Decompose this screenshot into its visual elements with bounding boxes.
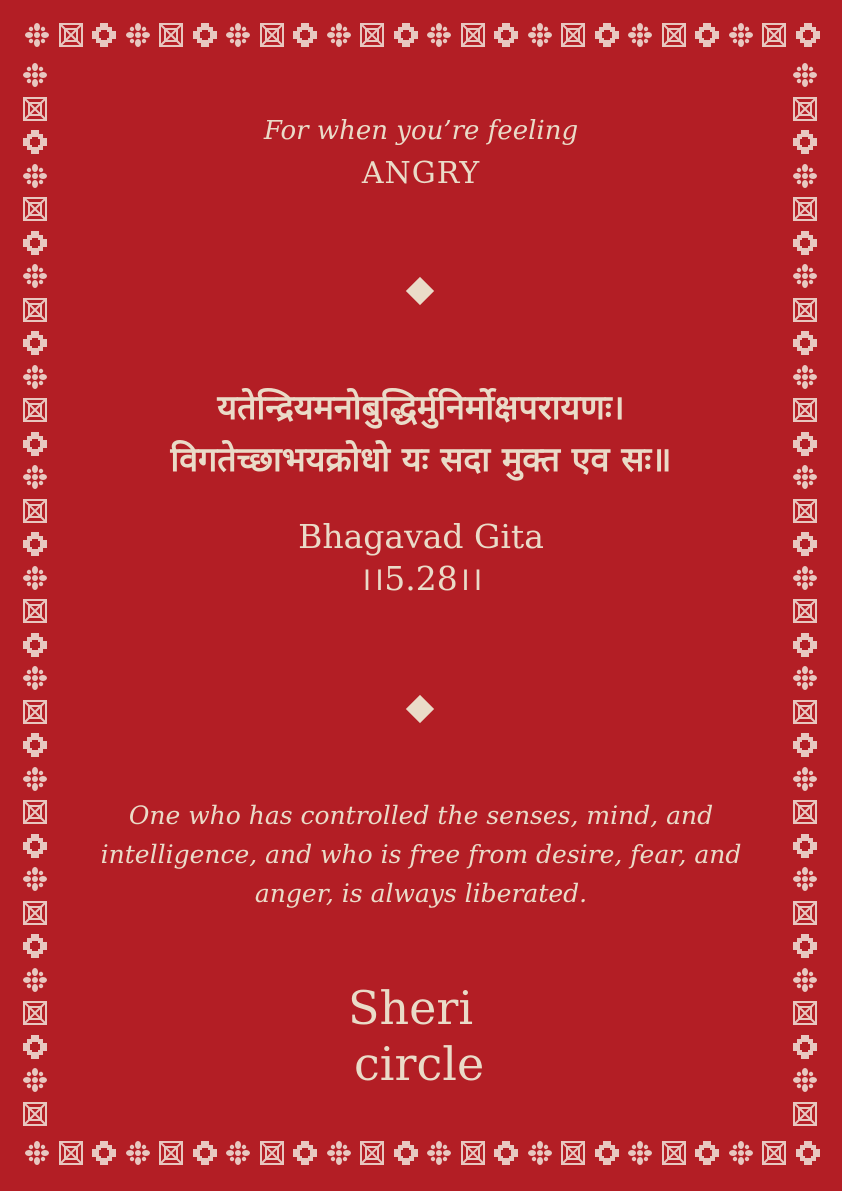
lattice-icon [158, 1140, 184, 1166]
lattice-icon [560, 22, 586, 48]
lattice-icon [792, 900, 818, 926]
flower-icon [22, 866, 48, 892]
lattice-icon [792, 598, 818, 624]
stepped-ring-icon [694, 1140, 720, 1166]
lattice-icon [158, 22, 184, 48]
flower-icon [728, 1140, 754, 1166]
stepped-ring-icon [393, 1140, 419, 1166]
flower-icon [22, 1067, 48, 1093]
flower-icon [125, 22, 151, 48]
stepped-ring-icon [594, 22, 620, 48]
flower-icon [792, 565, 818, 591]
sheri-circle-logo [330, 980, 510, 1090]
border-left [22, 0, 62, 1191]
lattice-icon [661, 1140, 687, 1166]
border-top [0, 22, 842, 62]
flower-icon [527, 22, 553, 48]
stepped-ring-icon [792, 129, 818, 155]
flower-icon [225, 1140, 251, 1166]
lattice-icon [359, 22, 385, 48]
diamond-divider-icon [406, 277, 434, 305]
translation-text: One who has controlled the senses, mind, and intelligence, and who is free from desire, fear, and anger, is always liberated. [100, 801, 742, 908]
stepped-ring-icon [22, 933, 48, 959]
lattice-icon [22, 96, 48, 122]
lattice-icon [259, 1140, 285, 1166]
stepped-ring-icon [393, 22, 419, 48]
stepped-ring-icon [792, 933, 818, 959]
stepped-ring-icon [192, 1140, 218, 1166]
stepped-ring-icon [493, 1140, 519, 1166]
flower-icon [627, 22, 653, 48]
emotion-label: ANGRY [361, 156, 481, 191]
lattice-icon [22, 900, 48, 926]
flower-icon [22, 464, 48, 490]
lattice-icon [661, 22, 687, 48]
stepped-ring-icon [22, 330, 48, 356]
flower-icon [426, 1140, 452, 1166]
flower-icon [22, 263, 48, 289]
flower-icon [22, 364, 48, 390]
lattice-icon [792, 397, 818, 423]
stepped-ring-icon [792, 632, 818, 658]
lattice-icon [22, 799, 48, 825]
stepped-ring-icon [792, 531, 818, 557]
flower-icon [792, 766, 818, 792]
flower-icon [792, 62, 818, 88]
stepped-ring-icon [22, 230, 48, 256]
stepped-ring-icon [292, 22, 318, 48]
lattice-icon [792, 799, 818, 825]
source-title: Bhagavad Gita [298, 517, 544, 556]
stepped-ring-icon [22, 732, 48, 758]
lattice-icon [259, 22, 285, 48]
flower-icon [125, 1140, 151, 1166]
lattice-icon [792, 498, 818, 524]
source [60, 516, 782, 600]
stepped-ring-icon [192, 22, 218, 48]
flower-icon [792, 866, 818, 892]
flower-icon [792, 967, 818, 993]
lattice-icon [792, 1000, 818, 1026]
stepped-ring-icon [792, 330, 818, 356]
stepped-ring-icon [22, 531, 48, 557]
flower-icon [326, 1140, 352, 1166]
stepped-ring-icon [792, 230, 818, 256]
lattice-icon [792, 196, 818, 222]
stepped-ring-icon [792, 732, 818, 758]
lattice-icon [792, 699, 818, 725]
lattice-icon [22, 1101, 48, 1127]
lattice-icon [460, 1140, 486, 1166]
stepped-ring-icon [22, 431, 48, 457]
flower-icon [326, 22, 352, 48]
flower-icon [22, 565, 48, 591]
stepped-ring-icon [792, 833, 818, 859]
stepped-ring-icon [792, 431, 818, 457]
lattice-icon [761, 22, 787, 48]
verse-line-2: विगतेच्छाभयक्रोधो यः सदा मुक्त एव सः॥ [170, 440, 672, 480]
flower-icon [426, 22, 452, 48]
flower-icon [22, 967, 48, 993]
lattice-icon [22, 1000, 48, 1026]
flower-icon [728, 22, 754, 48]
flower-icon [22, 665, 48, 691]
lattice-icon [560, 1140, 586, 1166]
flower-icon [792, 1067, 818, 1093]
lattice-icon [22, 297, 48, 323]
lattice-icon [761, 1140, 787, 1166]
border-right [792, 0, 832, 1191]
stepped-ring-icon [22, 1034, 48, 1060]
stepped-ring-icon [22, 632, 48, 658]
flower-icon [792, 364, 818, 390]
flower-icon [527, 1140, 553, 1166]
border-bottom [0, 1140, 842, 1180]
stepped-ring-icon [22, 833, 48, 859]
verse-line-1: यतेन्द्रियमनोबुद्धिर्मुनिर्मोक्षपरायणः। [217, 388, 625, 428]
lattice-icon [792, 96, 818, 122]
flower-icon [792, 464, 818, 490]
flower-icon [22, 163, 48, 189]
lattice-icon [22, 699, 48, 725]
diamond-divider-icon [406, 695, 434, 723]
source-reference: ।।5.28।। [359, 559, 483, 598]
lattice-icon [22, 196, 48, 222]
stepped-ring-icon [91, 1140, 117, 1166]
stepped-ring-icon [22, 129, 48, 155]
sanskrit-verse [60, 382, 782, 486]
lattice-icon [792, 297, 818, 323]
stepped-ring-icon [292, 1140, 318, 1166]
logo-line-2: circle [354, 1037, 485, 1090]
lattice-icon [22, 498, 48, 524]
stepped-ring-icon [792, 1034, 818, 1060]
flower-icon [792, 163, 818, 189]
flower-icon [22, 766, 48, 792]
flower-icon [22, 62, 48, 88]
flower-icon [792, 665, 818, 691]
lattice-icon [22, 397, 48, 423]
flower-icon [225, 22, 251, 48]
stepped-ring-icon [493, 22, 519, 48]
flower-icon [627, 1140, 653, 1166]
flower-icon [792, 263, 818, 289]
lattice-icon [460, 22, 486, 48]
logo-line-1: Sheri [348, 981, 474, 1035]
lattice-icon [359, 1140, 385, 1166]
lattice-icon [22, 598, 48, 624]
stepped-ring-icon [694, 22, 720, 48]
lattice-icon [792, 1101, 818, 1127]
intro-text: For when you’re feeling [263, 116, 579, 146]
stepped-ring-icon [91, 22, 117, 48]
stepped-ring-icon [594, 1140, 620, 1166]
